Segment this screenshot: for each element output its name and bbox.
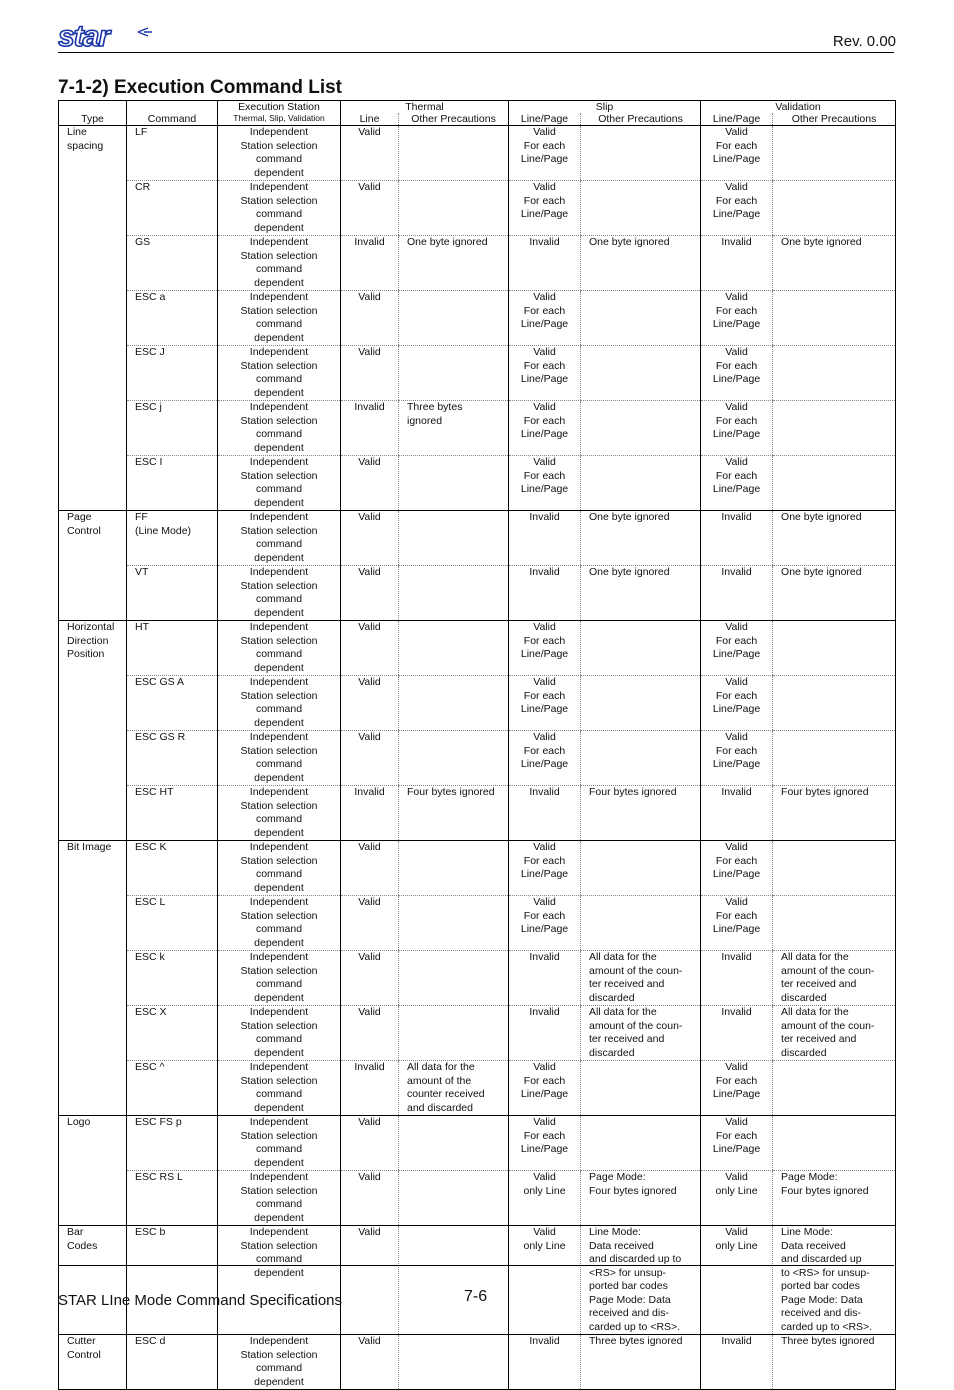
exec-station-cell: Independent Station selection command dependent <box>218 786 341 841</box>
thermal-line-cell: Valid <box>341 511 399 566</box>
type-cell: Bar Codes <box>59 1226 127 1335</box>
slip-line-page-cell: Invalid <box>509 566 581 621</box>
command-cell: ESC I <box>127 456 218 511</box>
slip-line-page-cell: Invalid <box>509 511 581 566</box>
header-type-spacer <box>59 101 127 114</box>
header-exec-station-sub-text: Thermal, Slip, Validation <box>233 113 325 123</box>
validation-line-page-cell: Valid only Line <box>701 1226 773 1335</box>
command-cell: ESC GS R <box>127 731 218 786</box>
slip-precautions-cell: Three bytes ignored <box>581 1335 701 1390</box>
table-row <box>59 1171 896 1226</box>
thermal-precautions-cell <box>399 456 509 511</box>
slip-line-page-cell: Valid For each Line/Page <box>509 731 581 786</box>
validation-line-page-cell: Invalid <box>701 951 773 1006</box>
thermal-precautions-cell <box>399 841 509 896</box>
slip-line-page-cell: Valid For each Line/Page <box>509 896 581 951</box>
exec-station-cell: Independent Station selection command dependent <box>218 401 341 456</box>
thermal-line-cell: Valid <box>341 1006 399 1061</box>
thermal-precautions-cell <box>399 346 509 401</box>
slip-line-page-cell: Invalid <box>509 1335 581 1390</box>
thermal-precautions-cell <box>399 731 509 786</box>
table-row <box>59 456 896 511</box>
slip-precautions-cell: Four bytes ignored <box>581 786 701 841</box>
footer-divider <box>58 1265 894 1266</box>
slip-line-page-cell: Valid For each Line/Page <box>509 346 581 401</box>
validation-precautions-cell <box>773 181 896 236</box>
thermal-line-cell: Valid <box>341 841 399 896</box>
table-row <box>59 1116 896 1171</box>
type-cell: Page Control <box>59 511 127 621</box>
table-row <box>59 621 896 676</box>
command-cell: ESC a <box>127 291 218 346</box>
validation-precautions-cell: Line Mode: Data received and discarded up to <RS> for unsup- ported bar codes Page Mode: Data received and dis- carded up to <RS>. <box>773 1226 896 1335</box>
command-cell: CR <box>127 181 218 236</box>
thermal-precautions-cell: Four bytes ignored <box>399 786 509 841</box>
thermal-precautions-cell <box>399 291 509 346</box>
slip-line-page-cell: Valid For each Line/Page <box>509 676 581 731</box>
validation-precautions-cell <box>773 1061 896 1116</box>
slip-line-page-cell: Valid For each Line/Page <box>509 841 581 896</box>
slip-precautions-cell: One byte ignored <box>581 236 701 291</box>
validation-precautions-cell: Four bytes ignored <box>773 786 896 841</box>
table-row <box>59 236 896 291</box>
table-row <box>59 181 896 236</box>
validation-line-page-cell: Valid For each Line/Page <box>701 401 773 456</box>
slip-precautions-cell: Line Mode: Data received and discarded up to <RS> for unsup- ported bar codes Page Mode: Data received and dis- carded up to <RS>. <box>581 1226 701 1335</box>
table-row <box>59 1061 896 1116</box>
thermal-precautions-cell <box>399 896 509 951</box>
validation-line-page-cell: Invalid <box>701 786 773 841</box>
thermal-line-cell: Valid <box>341 1116 399 1171</box>
command-cell: GS <box>127 236 218 291</box>
command-cell: ESC ^ <box>127 1061 218 1116</box>
exec-station-cell: Independent Station selection command dependent <box>218 346 341 401</box>
exec-station-cell: Independent Station selection command dependent <box>218 1116 341 1171</box>
star-logo-text: star <box>58 22 110 52</box>
validation-precautions-cell: All data for the amount of the coun- ter received and discarded <box>773 1006 896 1061</box>
thermal-line-cell: Valid <box>341 621 399 676</box>
slip-precautions-cell: Page Mode: Four bytes ignored <box>581 1171 701 1226</box>
thermal-line-cell: Valid <box>341 181 399 236</box>
validation-precautions-cell <box>773 676 896 731</box>
slip-line-page-cell: Valid only Line <box>509 1226 581 1335</box>
table-header <box>59 101 896 126</box>
thermal-line-cell: Valid <box>341 896 399 951</box>
type-cell: Logo <box>59 1116 127 1226</box>
command-cell: ESC J <box>127 346 218 401</box>
table-body <box>59 126 896 1390</box>
validation-line-page-cell: Valid For each Line/Page <box>701 181 773 236</box>
thermal-precautions-cell <box>399 1226 509 1335</box>
validation-line-page-cell: Valid For each Line/Page <box>701 291 773 346</box>
exec-station-cell: Independent Station selection command dependent <box>218 1061 341 1116</box>
slip-precautions-cell <box>581 126 701 181</box>
slip-line-page-cell: Valid For each Line/Page <box>509 291 581 346</box>
validation-line-page-cell: Valid For each Line/Page <box>701 896 773 951</box>
validation-precautions-cell <box>773 456 896 511</box>
execution-command-table <box>58 100 896 1390</box>
slip-precautions-cell <box>581 181 701 236</box>
exec-station-cell: Independent Station selection command dependent <box>218 1006 341 1061</box>
exec-station-cell: Independent Station selection command dependent <box>218 126 341 181</box>
exec-station-cell: Independent Station selection command dependent <box>218 951 341 1006</box>
slip-precautions-cell <box>581 401 701 456</box>
footer-doc-title: STAR LIne Mode Command Specifications <box>58 1292 343 1309</box>
validation-line-page-cell: Valid For each Line/Page <box>701 1116 773 1171</box>
validation-precautions-cell <box>773 346 896 401</box>
validation-line-page-cell: Valid For each Line/Page <box>701 841 773 896</box>
slip-line-page-cell: Invalid <box>509 1006 581 1061</box>
exec-station-cell: Independent Station selection command dependent <box>218 621 341 676</box>
header-command: Command <box>127 113 218 126</box>
thermal-line-cell: Valid <box>341 291 399 346</box>
validation-precautions-cell <box>773 126 896 181</box>
slip-precautions-cell <box>581 291 701 346</box>
table-row <box>59 346 896 401</box>
validation-line-page-cell: Valid For each Line/Page <box>701 676 773 731</box>
validation-line-page-cell: Valid For each Line/Page <box>701 731 773 786</box>
thermal-line-cell: Invalid <box>341 236 399 291</box>
validation-line-page-cell: Valid only Line <box>701 1171 773 1226</box>
table-row <box>59 1226 896 1335</box>
exec-station-cell: Independent Station selection command dependent <box>218 1226 341 1335</box>
command-cell: ESC L <box>127 896 218 951</box>
command-cell: HT <box>127 621 218 676</box>
table-row <box>59 511 896 566</box>
thermal-line-cell: Valid <box>341 1226 399 1335</box>
slip-precautions-cell <box>581 1061 701 1116</box>
header-divider <box>58 52 894 53</box>
exec-station-cell: Independent Station selection command dependent <box>218 456 341 511</box>
thermal-precautions-cell: One byte ignored <box>399 236 509 291</box>
slip-line-page-cell: Valid For each Line/Page <box>509 621 581 676</box>
slip-line-page-cell: Invalid <box>509 236 581 291</box>
validation-line-page-cell: Invalid <box>701 566 773 621</box>
header-slip-precautions: Other Precautions <box>581 113 701 126</box>
table-row <box>59 841 896 896</box>
slip-line-page-cell: Valid For each Line/Page <box>509 126 581 181</box>
header-validation-precautions: Other Precautions <box>773 113 896 126</box>
header-slip: Slip <box>509 101 701 114</box>
command-cell: ESC K <box>127 841 218 896</box>
command-cell: ESC FS p <box>127 1116 218 1171</box>
exec-station-cell: Independent Station selection command dependent <box>218 841 341 896</box>
validation-precautions-cell: All data for the amount of the coun- ter received and discarded <box>773 951 896 1006</box>
type-cell: Cutter Control <box>59 1335 127 1390</box>
slip-line-page-cell: Valid For each Line/Page <box>509 401 581 456</box>
header-type: Type <box>59 113 127 126</box>
validation-precautions-cell: One byte ignored <box>773 511 896 566</box>
thermal-line-cell: Valid <box>341 456 399 511</box>
slip-precautions-cell: One byte ignored <box>581 511 701 566</box>
command-cell: ESC GS A <box>127 676 218 731</box>
header-thermal-precautions: Other Precautions <box>399 113 509 126</box>
star-logo-mark <box>58 22 158 52</box>
type-cell: Horizontal Direction Position <box>59 621 127 841</box>
validation-precautions-cell: One byte ignored <box>773 566 896 621</box>
command-cell: ESC HT <box>127 786 218 841</box>
thermal-line-cell: Valid <box>341 346 399 401</box>
header-exec-station: Execution Station <box>218 101 341 114</box>
header-slip-line-page: Line/Page <box>509 113 581 126</box>
validation-precautions-cell <box>773 621 896 676</box>
table-row <box>59 1335 896 1390</box>
star-logo <box>58 22 158 52</box>
exec-station-cell: Independent Station selection command dependent <box>218 896 341 951</box>
validation-line-page-cell: Invalid <box>701 511 773 566</box>
validation-line-page-cell: Valid For each Line/Page <box>701 346 773 401</box>
validation-line-page-cell: Invalid <box>701 1006 773 1061</box>
thermal-line-cell: Invalid <box>341 1061 399 1116</box>
thermal-line-cell: Valid <box>341 1171 399 1226</box>
header-thermal-line: Line <box>341 113 399 126</box>
header-validation-line-page: Line/Page <box>701 113 773 126</box>
slip-precautions-cell: All data for the amount of the coun- ter received and discarded <box>581 951 701 1006</box>
validation-precautions-cell <box>773 401 896 456</box>
slip-precautions-cell <box>581 841 701 896</box>
thermal-precautions-cell <box>399 1335 509 1390</box>
table-row <box>59 126 896 181</box>
thermal-line-cell: Valid <box>341 566 399 621</box>
slip-line-page-cell: Valid only Line <box>509 1171 581 1226</box>
header-command-spacer <box>127 101 218 114</box>
slip-line-page-cell: Valid For each Line/Page <box>509 181 581 236</box>
thermal-precautions-cell <box>399 1006 509 1061</box>
validation-precautions-cell: Three bytes ignored <box>773 1335 896 1390</box>
exec-station-cell: Independent Station selection command dependent <box>218 1335 341 1390</box>
thermal-precautions-cell <box>399 676 509 731</box>
table-row <box>59 731 896 786</box>
thermal-line-cell: Valid <box>341 126 399 181</box>
slip-precautions-cell <box>581 731 701 786</box>
slip-line-page-cell: Valid For each Line/Page <box>509 456 581 511</box>
exec-station-cell: Independent Station selection command dependent <box>218 1171 341 1226</box>
thermal-precautions-cell: Three bytes ignored <box>399 401 509 456</box>
slip-precautions-cell <box>581 896 701 951</box>
table-row <box>59 951 896 1006</box>
exec-station-cell: Independent Station selection command dependent <box>218 731 341 786</box>
table-row <box>59 676 896 731</box>
page-number: 7-6 <box>464 1288 488 1305</box>
validation-line-page-cell: Valid For each Line/Page <box>701 126 773 181</box>
slip-precautions-cell: One byte ignored <box>581 566 701 621</box>
thermal-line-cell: Valid <box>341 951 399 1006</box>
exec-station-cell: Independent Station selection command dependent <box>218 236 341 291</box>
table-row <box>59 566 896 621</box>
thermal-line-cell: Invalid <box>341 786 399 841</box>
table-row <box>59 401 896 456</box>
thermal-precautions-cell <box>399 181 509 236</box>
thermal-precautions-cell <box>399 126 509 181</box>
slip-precautions-cell <box>581 456 701 511</box>
validation-line-page-cell: Valid For each Line/Page <box>701 456 773 511</box>
command-cell: ESC k <box>127 951 218 1006</box>
exec-station-cell: Independent Station selection command dependent <box>218 291 341 346</box>
slip-precautions-cell: All data for the amount of the coun- ter received and discarded <box>581 1006 701 1061</box>
header-thermal: Thermal <box>341 101 509 114</box>
command-cell: FF (Line Mode) <box>127 511 218 566</box>
thermal-precautions-cell <box>399 621 509 676</box>
thermal-precautions-cell <box>399 1116 509 1171</box>
slip-precautions-cell <box>581 621 701 676</box>
exec-station-cell: Independent Station selection command dependent <box>218 511 341 566</box>
exec-station-cell: Independent Station selection command dependent <box>218 566 341 621</box>
exec-station-cell: Independent Station selection command dependent <box>218 676 341 731</box>
header-validation: Validation <box>701 101 896 114</box>
thermal-line-cell: Valid <box>341 1335 399 1390</box>
table-row <box>59 291 896 346</box>
type-cell: Bit Image <box>59 841 127 1116</box>
command-cell: ESC d <box>127 1335 218 1390</box>
table-row <box>59 896 896 951</box>
slip-precautions-cell <box>581 1116 701 1171</box>
slip-line-page-cell: Valid For each Line/Page <box>509 1116 581 1171</box>
thermal-precautions-cell <box>399 566 509 621</box>
validation-precautions-cell <box>773 291 896 346</box>
slip-line-page-cell: Invalid <box>509 951 581 1006</box>
table-row <box>59 786 896 841</box>
thermal-line-cell: Invalid <box>341 401 399 456</box>
command-cell: ESC b <box>127 1226 218 1335</box>
thermal-precautions-cell <box>399 951 509 1006</box>
validation-line-page-cell: Invalid <box>701 1335 773 1390</box>
thermal-precautions-cell: All data for the amount of the counter received and discarded <box>399 1061 509 1116</box>
validation-precautions-cell: One byte ignored <box>773 236 896 291</box>
page-title: 7-1-2) Execution Command List <box>58 77 342 98</box>
slip-precautions-cell <box>581 676 701 731</box>
validation-precautions-cell <box>773 1116 896 1171</box>
command-cell: ESC j <box>127 401 218 456</box>
command-cell: VT <box>127 566 218 621</box>
validation-line-page-cell: Invalid <box>701 236 773 291</box>
slip-line-page-cell: Invalid <box>509 786 581 841</box>
revision-label: Rev. 0.00 <box>832 33 896 50</box>
command-cell: ESC X <box>127 1006 218 1061</box>
thermal-precautions-cell <box>399 511 509 566</box>
command-cell: ESC RS L <box>127 1171 218 1226</box>
validation-precautions-cell <box>773 841 896 896</box>
slip-precautions-cell <box>581 346 701 401</box>
validation-line-page-cell: Valid For each Line/Page <box>701 621 773 676</box>
slip-line-page-cell: Valid For each Line/Page <box>509 1061 581 1116</box>
thermal-line-cell: Valid <box>341 731 399 786</box>
table-row <box>59 1006 896 1061</box>
thermal-line-cell: Valid <box>341 676 399 731</box>
validation-precautions-cell <box>773 731 896 786</box>
thermal-precautions-cell <box>399 1171 509 1226</box>
command-cell: LF <box>127 126 218 181</box>
header-exec-station-sub <box>218 113 341 126</box>
exec-station-cell: Independent Station selection command dependent <box>218 181 341 236</box>
validation-line-page-cell: Valid For each Line/Page <box>701 1061 773 1116</box>
validation-precautions-cell <box>773 896 896 951</box>
validation-precautions-cell: Page Mode: Four bytes ignored <box>773 1171 896 1226</box>
type-cell: Line spacing <box>59 126 127 511</box>
